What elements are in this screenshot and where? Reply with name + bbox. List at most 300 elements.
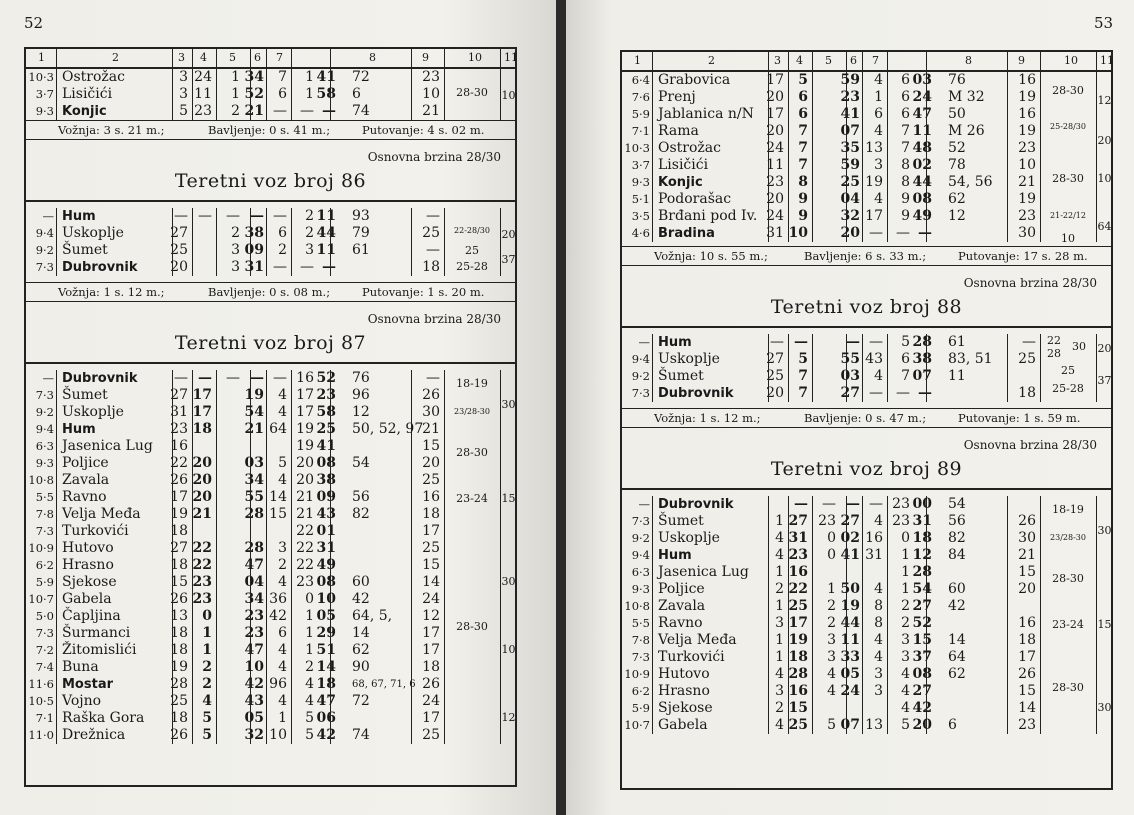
time-cell: 1 — [827, 581, 836, 597]
time-cell: 19 — [1018, 89, 1036, 105]
time-cell: 34 — [244, 591, 264, 607]
time-cell: 16 — [296, 370, 314, 386]
table-row — [622, 496, 1111, 513]
km-distance: 7·3 — [35, 260, 54, 274]
time-cell: 31 — [316, 540, 336, 556]
time-cell: 14 — [422, 574, 440, 590]
time-cell: 5 — [798, 72, 808, 88]
timetable-rows — [622, 72, 1112, 245]
time-cell: — — [1022, 334, 1036, 350]
time-cell: 20 — [766, 123, 784, 139]
table-row — [26, 438, 515, 455]
speed-limit-note: 20 — [1097, 134, 1112, 147]
time-cell: 18 — [170, 642, 188, 658]
column-number: 6 — [850, 54, 857, 67]
time-cell: 19 — [244, 387, 264, 403]
time-cell: 23 — [192, 574, 212, 590]
km-distance: — — [42, 209, 54, 223]
time-cell: 44 — [912, 174, 932, 190]
column-divider — [500, 49, 501, 67]
speed-limit-note: 22 — [1047, 334, 1061, 347]
connection-trains: 93 — [352, 208, 370, 224]
time-cell: 15 — [912, 632, 932, 648]
table-row — [26, 455, 515, 472]
km-distance: 11·6 — [28, 677, 54, 691]
column-divider — [411, 208, 412, 276]
time-cell: 18 — [170, 557, 188, 573]
connection-trains: 82 — [948, 530, 966, 546]
summary-putovanje: Putovanje: 17 s. 28 m. — [958, 249, 1088, 263]
time-cell: 7 — [798, 157, 808, 173]
train-heading — [622, 428, 1111, 490]
station-name: Hrasno — [62, 557, 114, 573]
time-cell: 3 — [901, 632, 910, 648]
time-cell: 28 — [912, 564, 932, 580]
time-cell: 07 — [840, 717, 860, 733]
time-cell: 47 — [244, 642, 264, 658]
table-row — [622, 140, 1111, 157]
time-cell: 6 — [874, 106, 883, 122]
table-row — [26, 727, 515, 744]
time-cell: 16 — [1018, 615, 1036, 631]
time-cell: — — [250, 208, 264, 224]
time-cell: 8 — [798, 174, 808, 190]
time-cell: 18 — [170, 625, 188, 641]
time-cell: 14 — [316, 659, 336, 675]
time-cell: 6 — [798, 89, 808, 105]
column-divider — [192, 370, 193, 744]
time-cell: 18 — [170, 710, 188, 726]
time-cell: 25 — [840, 174, 860, 190]
column-divider — [926, 72, 927, 242]
column-number: 4 — [200, 51, 207, 64]
km-distance: 6·3 — [631, 565, 650, 579]
time-cell: 17 — [766, 72, 784, 88]
km-distance: 10·8 — [28, 473, 54, 487]
time-cell: 50 — [840, 581, 860, 597]
time-cell: 4 — [901, 700, 910, 716]
km-distance: 6·4 — [631, 73, 650, 87]
connection-trains: 60 — [352, 574, 370, 590]
time-cell: 55 — [840, 351, 860, 367]
station-name: Ravno — [62, 489, 107, 505]
time-cell: 7 — [901, 123, 910, 139]
station-name: Žitomislići — [62, 642, 137, 658]
time-cell: 28 — [170, 676, 188, 692]
time-cell: 2 — [901, 615, 910, 631]
time-cell: 2 — [278, 242, 287, 258]
time-cell: 5 — [179, 103, 188, 119]
time-cell: 23 — [1018, 717, 1036, 733]
time-cell: 23 — [788, 547, 808, 563]
column-divider — [192, 49, 193, 67]
column-divider — [444, 49, 445, 67]
summary-putovanje: Putovanje: 1 s. 59 m. — [958, 411, 1081, 425]
column-number: 1 — [38, 51, 45, 64]
km-distance: 7·3 — [631, 386, 650, 400]
time-cell: 4 — [874, 123, 883, 139]
time-cell: — — [896, 385, 910, 401]
km-distance: — — [42, 371, 54, 385]
time-cell: — — [226, 370, 240, 386]
station-name: Lisičići — [658, 157, 709, 173]
time-cell: 58 — [316, 404, 336, 420]
km-distance: 6·2 — [35, 558, 54, 572]
column-divider — [846, 496, 847, 734]
speed-limit-note: 28-30 — [1052, 84, 1084, 97]
time-cell: 6 — [901, 106, 910, 122]
column-divider — [1007, 72, 1008, 242]
column-divider — [192, 69, 193, 120]
column-divider — [266, 49, 267, 67]
time-cell: 22 — [170, 455, 188, 471]
table-row — [26, 523, 515, 540]
station-name: Dubrovnik — [62, 371, 138, 386]
time-cell: 12 — [422, 608, 440, 624]
column-number: 3 — [774, 54, 781, 67]
connection-trains: 68, 67, 71, 6 — [352, 679, 416, 690]
speed-limit-note: 64 — [1097, 220, 1112, 233]
connection-trains: 54 — [352, 455, 370, 471]
summary-putovanje: Putovanje: 1 s. 20 m. — [362, 285, 485, 299]
time-cell: 17 — [422, 642, 440, 658]
connection-trains: 52 — [948, 140, 966, 156]
column-divider — [330, 370, 331, 744]
connection-trains: M 32 — [948, 89, 985, 105]
time-cell: 3 — [874, 683, 883, 699]
time-cell: 4 — [278, 659, 287, 675]
km-distance: 10·7 — [624, 718, 650, 732]
km-distance: 10·9 — [624, 667, 650, 681]
column-divider — [216, 208, 217, 276]
table-row — [622, 368, 1111, 385]
km-distance: 7·3 — [631, 650, 650, 664]
station-name: Poljice — [658, 581, 705, 597]
time-cell: — — [322, 259, 336, 275]
km-distance: 5·9 — [631, 701, 650, 715]
time-cell: 16 — [1018, 72, 1036, 88]
timetable-rows — [26, 69, 515, 120]
time-cell: 96 — [269, 676, 287, 692]
time-cell: 28 — [244, 540, 264, 556]
time-cell: 20 — [422, 455, 440, 471]
time-cell: 20 — [296, 472, 314, 488]
table-row — [26, 472, 515, 489]
connection-trains: 72 — [352, 69, 370, 85]
time-cell: 38 — [316, 472, 336, 488]
time-cell: 17 — [192, 387, 212, 403]
connection-trains: 11 — [948, 368, 966, 384]
time-cell: 17 — [422, 710, 440, 726]
station-name: Ostrožac — [62, 69, 125, 85]
time-cell: 25 — [170, 693, 188, 709]
connection-trains: 72 — [352, 693, 370, 709]
time-cell: 23 — [244, 608, 264, 624]
km-distance: 9·2 — [35, 405, 54, 419]
time-cell: — — [273, 208, 287, 224]
time-cell: 58 — [316, 86, 336, 102]
timetable-frame-left — [24, 47, 517, 787]
connection-trains: 50, 52, 97 — [352, 421, 424, 437]
column-divider — [291, 208, 292, 276]
table-row — [26, 259, 515, 276]
column-divider — [56, 208, 57, 276]
station-name: Hum — [658, 335, 692, 350]
time-cell: 22 — [192, 557, 212, 573]
time-cell: 64 — [269, 421, 287, 437]
summary-bavljenje: Bavljenje: 0 s. 41 m.; — [208, 123, 331, 137]
time-cell: 20 — [766, 89, 784, 105]
connection-trains: 50 — [948, 106, 966, 122]
time-cell: 2 — [305, 225, 314, 241]
time-cell: 24 — [912, 89, 932, 105]
time-cell: — — [869, 225, 883, 241]
time-cell: 21 — [422, 421, 440, 437]
table-row — [26, 574, 515, 591]
column-divider — [172, 208, 173, 276]
time-cell: 17 — [1018, 649, 1036, 665]
time-cell: 35 — [840, 140, 860, 156]
time-cell: 20 — [766, 191, 784, 207]
km-distance: 9·4 — [631, 548, 650, 562]
time-cell: 54 — [912, 581, 932, 597]
time-cell: 16 — [865, 530, 883, 546]
time-cell: 17 — [296, 387, 314, 403]
time-cell: 4 — [775, 530, 784, 546]
time-cell: 25 — [788, 717, 808, 733]
travel-summary — [26, 120, 515, 140]
km-distance: 9·2 — [631, 531, 650, 545]
time-cell: 5 — [827, 717, 836, 733]
speed-limit-note: 30 — [501, 575, 516, 588]
km-distance: 5·1 — [631, 192, 650, 206]
time-cell: 15 — [788, 700, 808, 716]
time-cell: 4 — [874, 368, 883, 384]
train-heading — [622, 266, 1111, 328]
time-cell: 21 — [422, 103, 440, 119]
column-divider — [216, 370, 217, 744]
base-speed: Osnovna brzina 28/30 — [963, 438, 1097, 452]
table-row — [26, 242, 515, 259]
column-number: 3 — [178, 51, 185, 64]
column-divider — [768, 334, 769, 402]
time-cell: 31 — [912, 513, 932, 529]
time-cell: 1 — [231, 86, 240, 102]
time-cell: 08 — [316, 574, 336, 590]
time-cell: 5 — [901, 334, 910, 350]
time-cell: 26 — [170, 727, 188, 743]
column-divider — [846, 72, 847, 242]
station-name: Buna — [62, 659, 99, 675]
time-cell: 27 — [170, 540, 188, 556]
column-divider — [788, 496, 789, 734]
time-cell: 09 — [244, 242, 264, 258]
column-divider — [768, 52, 769, 70]
table-row — [622, 564, 1111, 581]
time-cell: 3 — [231, 242, 240, 258]
km-distance: 3·5 — [631, 209, 650, 223]
time-cell: 1 — [305, 625, 314, 641]
time-cell: 5 — [798, 351, 808, 367]
time-cell: 22 — [296, 557, 314, 573]
connection-trains: 6 — [352, 86, 361, 102]
time-cell: 3 — [775, 683, 784, 699]
time-cell: 17 — [865, 208, 883, 224]
station-name: Sjekose — [658, 700, 713, 716]
station-name: Gabela — [658, 717, 708, 733]
column-divider — [266, 370, 267, 744]
station-name: Uskoplje — [62, 225, 124, 241]
table-row — [622, 700, 1111, 717]
station-name: Zavala — [658, 598, 706, 614]
time-cell: — — [869, 496, 883, 512]
station-name: Grabovica — [658, 72, 731, 88]
column-divider — [250, 208, 251, 276]
km-distance: 3·7 — [631, 158, 650, 172]
time-cell: 18 — [192, 421, 212, 437]
column-divider — [926, 52, 927, 70]
time-cell: 21 — [192, 506, 212, 522]
time-cell: — — [426, 370, 440, 386]
column-divider — [216, 69, 217, 120]
time-cell: 17 — [422, 625, 440, 641]
time-cell: 5 — [305, 710, 314, 726]
km-distance: 7·1 — [35, 711, 54, 725]
km-distance: 7·8 — [35, 507, 54, 521]
station-name: Hutovo — [658, 666, 710, 682]
column-divider — [291, 69, 292, 120]
time-cell: 4 — [901, 666, 910, 682]
time-cell: 27 — [912, 683, 932, 699]
table-row — [622, 513, 1111, 530]
time-cell: 42 — [912, 700, 932, 716]
time-cell: 03 — [912, 72, 932, 88]
column-divider — [652, 334, 653, 402]
time-cell: 20 — [296, 455, 314, 471]
time-cell: 30 — [1018, 225, 1036, 241]
time-cell: 34 — [244, 69, 264, 85]
time-cell: 8 — [874, 615, 883, 631]
connection-trains: 14 — [352, 625, 370, 641]
time-cell: 4 — [874, 632, 883, 648]
time-cell: 6 — [278, 86, 287, 102]
summary-putovanje: Putovanje: 4 s. 02 m. — [362, 123, 485, 137]
km-distance: 9·4 — [631, 352, 650, 366]
time-cell: 9 — [798, 208, 808, 224]
station-name: Rama — [658, 123, 699, 139]
left-page — [0, 0, 556, 815]
time-cell: 23 — [316, 387, 336, 403]
time-cell: 7 — [798, 140, 808, 156]
time-cell: 36 — [269, 591, 287, 607]
column-divider — [250, 370, 251, 744]
time-cell: 15 — [1018, 564, 1036, 580]
connection-trains: 61 — [948, 334, 966, 350]
table-row — [622, 581, 1111, 598]
time-cell: 07 — [912, 368, 932, 384]
time-cell: 3 — [874, 157, 883, 173]
time-cell: 1 — [775, 632, 784, 648]
time-cell: 21 — [296, 506, 314, 522]
column-divider — [812, 72, 813, 242]
time-cell: 6 — [901, 89, 910, 105]
station-name: Ostrožac — [658, 140, 721, 156]
time-cell: 21 — [296, 489, 314, 505]
time-cell: 25 — [422, 727, 440, 743]
speed-limit-note: 28 — [1047, 347, 1061, 360]
speed-limit-note: 20 — [1097, 342, 1112, 355]
time-cell: 4 — [278, 574, 287, 590]
station-name: Drežnica — [62, 727, 126, 743]
time-cell: 2 — [901, 598, 910, 614]
time-cell: 29 — [316, 625, 336, 641]
connection-trains: M 26 — [948, 123, 985, 139]
station-name: Jasenica Lug — [62, 438, 153, 454]
time-cell: 26 — [1018, 513, 1036, 529]
time-cell: — — [300, 103, 314, 119]
time-cell: 17 — [766, 106, 784, 122]
time-cell: 06 — [316, 710, 336, 726]
km-distance: 9·3 — [35, 456, 54, 470]
time-cell: 18 — [912, 530, 932, 546]
time-cell: 2 — [231, 103, 240, 119]
time-cell: 3 — [278, 540, 287, 556]
time-cell: 2 — [305, 659, 314, 675]
column-number: 7 — [276, 51, 283, 64]
time-cell: 23 — [892, 496, 910, 512]
time-cell: 24 — [766, 208, 784, 224]
connection-trains: 76 — [948, 72, 966, 88]
time-cell: 10 — [1018, 157, 1036, 173]
table-row — [622, 72, 1111, 89]
connection-trains: 42 — [352, 591, 370, 607]
time-cell: 20 — [192, 489, 212, 505]
timetable-rows — [622, 496, 1111, 734]
speed-limit-note: 30 — [1072, 340, 1086, 353]
station-name: Velja Međa — [658, 632, 737, 648]
column-divider — [1007, 496, 1008, 734]
time-cell: 26 — [170, 472, 188, 488]
station-name: Čapljina — [62, 608, 121, 624]
time-cell: 4 — [775, 547, 784, 563]
time-cell: — — [174, 370, 188, 386]
table-row — [26, 103, 515, 120]
time-cell: 14 — [1018, 700, 1036, 716]
summary-bavljenje: Bavljenje: 0 s. 47 m.; — [804, 411, 927, 425]
time-cell: 4 — [278, 642, 287, 658]
time-cell: 19 — [170, 506, 188, 522]
column-divider — [812, 496, 813, 734]
summary-voznja: Vožnja: 1 s. 12 m.; — [654, 411, 761, 425]
km-distance: 7·4 — [35, 660, 54, 674]
connection-trains: 56 — [352, 489, 370, 505]
speed-limit-note: 37 — [1097, 374, 1112, 387]
time-cell: — — [426, 242, 440, 258]
time-cell: 25 — [170, 242, 188, 258]
time-cell: — — [869, 334, 883, 350]
connection-trains: 79 — [352, 225, 370, 241]
km-distance: 9·4 — [35, 226, 54, 240]
column-number: 10 — [468, 51, 482, 64]
time-cell: 04 — [244, 574, 264, 590]
time-cell: 6 — [901, 351, 910, 367]
km-distance: 5·5 — [35, 490, 54, 504]
time-cell: 13 — [170, 608, 188, 624]
travel-summary — [622, 408, 1111, 428]
time-cell: 8 — [874, 598, 883, 614]
column-divider — [788, 334, 789, 402]
speed-limit-note: 25-28 — [456, 260, 488, 273]
